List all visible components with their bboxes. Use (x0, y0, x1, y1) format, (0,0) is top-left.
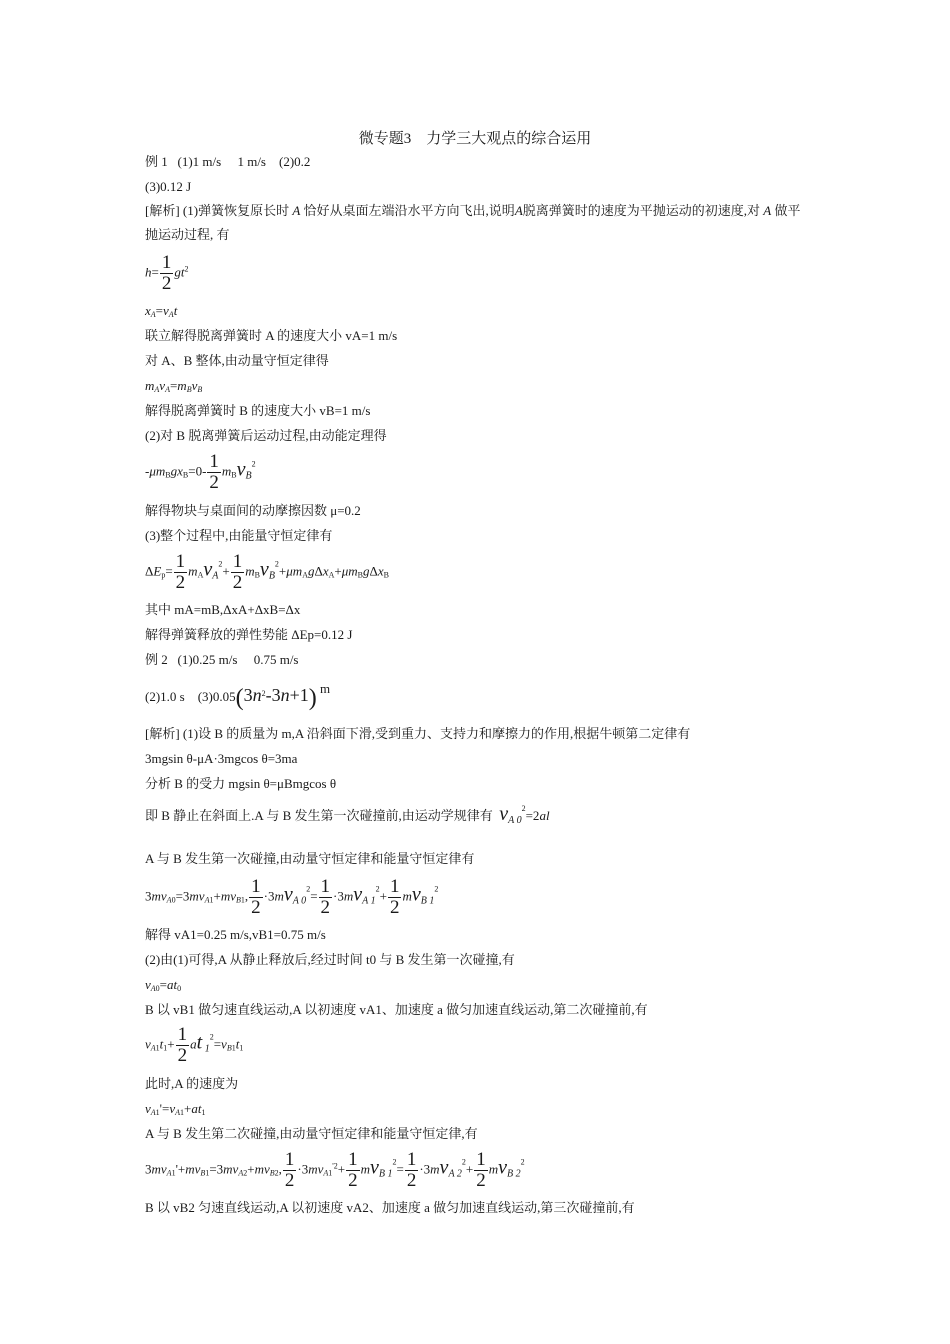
equation-force-B: 分析 B 的受力 mgsin θ=μBmgcos θ (145, 776, 337, 791)
text-collision-1: A 与 B 发生第一次碰撞,由动量守恒定律和能量守恒定律有 (145, 851, 475, 866)
solution-1-intro: [解析] (1)弹簧恢复原长时 A 恰好从桌面左端沿水平方向飞出,说明A脱离弹簧时的速度为平抛运动的初速度,对 A 做平抛运动过程, 有 (145, 203, 801, 242)
equation-h: h= $\frac{1}{2}$ $gt^2$ (145, 252, 189, 294)
equation-work-energy: $-\mu m_Bgx_B=0-$ $\frac{1}{2}$ $m_Bv_B^2$ (145, 451, 256, 493)
equation-xA: $x_A=v_At$ (145, 303, 178, 319)
text-motion-1: B 以 vB1 做匀速直线运动,A 以初速度 vA1、加速度 a 做匀加速直线运动,第二次碰撞前,有 (145, 1002, 648, 1017)
page-title: 微专题3 力学三大观点的综合运用 (358, 131, 592, 147)
text-condition: 其中 mA=mB,ΔxA+ΔxB=Δx (145, 602, 301, 617)
equation-energy: $\Delta E_p=$ $\frac{1}{2}$ $m_Av_A^2+$ $\frac{1}{2}$ $m_Bv_B^2+\mu m_Ag\Delta x_A+\mu m_Bg\Delta x_B$ (145, 551, 390, 593)
equation-distance-1: $v_{A1}t_1+$ $\frac{1}{2}$ at $_1^2=v_{B1}t_1$ (145, 1024, 244, 1066)
text-motion-2: B 以 vB2 匀速直线运动,A 以初速度 vA2、加速度 a 做匀加速直线运动,第三次碰撞前,有 (145, 1200, 635, 1215)
equation-momentum: $m_Av_A=m_Bv_B$ (145, 378, 203, 394)
text-collision-2: A 与 B 发生第二次碰撞,由动量守恒定律和能量守恒定律,有 (145, 1126, 478, 1141)
text-mu: 解得物块与桌面间的动摩擦因数 μ=0.2 (145, 503, 361, 518)
text-part-3: (3)整个过程中,由能量守恒定律有 (145, 528, 333, 543)
text-Ep: 解得弹簧释放的弹性势能 ΔEp=0.12 J (145, 627, 353, 642)
text-part-2b: (2)由(1)可得,A 从静止释放后,经过时间 t0 与 B 发生第一次碰撞,有 (145, 952, 515, 967)
equation-collision-2: $3mv_{A1}'+mv_{B1}=3mv_{A2}+mv_{B2}$, $\frac{1}{2}$ $\cdot 3mv_{A1}^{'2}+$ $\frac{1}{2}$ $mv_{B 1}^2=$ $\frac{1}{2}$ $\cdot 3mv_{A 2}^2+$ $\frac{1}{2}$ $mv_{B 2}^2$ (145, 1149, 525, 1191)
text-whole: 对 A、B 整体,由动量守恒定律得 (145, 353, 329, 368)
text-speed: 此时,A 的速度为 (145, 1076, 239, 1091)
text-part-2: (2)对 B 脱离弹簧后运动过程,由动能定理得 (145, 428, 387, 443)
text-v1: 解得 vA1=0.25 m/s,vB1=0.75 m/s (145, 927, 326, 942)
solution-2-intro: [解析] (1)设 B 的质量为 m,A 沿斜面下滑,受到重力、支持力和摩擦力的作用,根据牛顿第二定律有 (145, 726, 691, 741)
equation-vA1-prime: $v_{A1}'=v_{A1}+at_1$ (145, 1101, 206, 1117)
example-1-answer: 例 1 (1)1 m/s 1 m/s (2)0.2 (145, 154, 311, 169)
text-static: 即 B 静止在斜面上.A 与 B 发生第一次碰撞前,由运动学规律有 $v_{A 0}^2=2al$ (145, 803, 550, 826)
example-2-answer: 例 2 (1)0.25 m/s 0.75 m/s (145, 652, 299, 667)
equation-collision-1: $3mv_{A0}=3mv_{A1}+mv_{B1}$, $\frac{1}{2}$ $\cdot 3mv_{A 0}^2=$ $\frac{1}{2}$ $\cdot 3mv_{A 1}^2+$ $\frac{1}{2}$ $mv_{B 1}^2$ (145, 876, 439, 918)
example-2-answer-3: (2)1.0 s $(3)0.05(3n^2-3n+1)$ m (145, 681, 331, 712)
text-vA: 联立解得脱离弹簧时 A 的速度大小 vA=1 m/s (145, 328, 398, 343)
equation-newton-A: 3mgsin θ-μA·3mgcos θ=3ma (145, 751, 298, 766)
text-vB: 解得脱离弹簧时 B 的速度大小 vB=1 m/s (145, 403, 371, 418)
example-1-answer-3: (3)0.12 J (145, 179, 192, 194)
equation-vA0: $v_{A0}=at_0$ (145, 977, 182, 993)
